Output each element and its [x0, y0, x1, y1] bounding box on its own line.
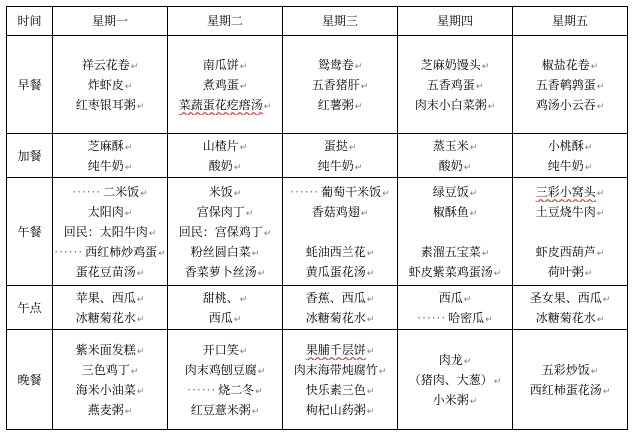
- menu-item-text: 烧二冬: [218, 382, 255, 397]
- paragraph-mark-icon: ↵: [257, 268, 266, 279]
- menu-item-text: 祥云花卷: [81, 57, 130, 72]
- menu-item-text: 宫保肉丁: [196, 204, 245, 219]
- paragraph-mark-icon: ↵: [475, 81, 484, 92]
- menu-item: [513, 262, 627, 282]
- paragraph-mark-icon: ↵: [360, 81, 369, 92]
- menu-item: [283, 182, 397, 202]
- paragraph-mark-icon: ↵: [596, 208, 605, 219]
- menu-item: [283, 340, 397, 360]
- menu-cell-dinner-monday: [53, 330, 168, 430]
- menu-item: [283, 288, 397, 308]
- meal-row-snack: [7, 134, 628, 178]
- menu-item: [283, 262, 397, 282]
- menu-item: [53, 95, 167, 115]
- menu-cell-dinner-friday: [513, 330, 628, 430]
- paragraph-mark-icon: ↵: [382, 188, 390, 199]
- paragraph-mark-icon: ↵: [148, 228, 157, 239]
- menu-item-text: 冰糖菊花水: [75, 310, 136, 325]
- menu-item-text: 枸杞山药粥: [305, 402, 366, 417]
- menu-cell-afternoon-snack-thursday: [398, 286, 513, 330]
- menu-item-text: 菜蔬蛋花疙瘩汤: [178, 97, 263, 112]
- meal-label-lunch: 午餐: [7, 178, 53, 286]
- menu-item-text: 三色鸡丁: [81, 362, 130, 377]
- paragraph-mark-icon: ↵: [596, 188, 605, 199]
- header-row: [7, 7, 628, 36]
- paragraph-mark-icon: ↵: [366, 294, 375, 305]
- paragraph-mark-icon: ↵: [124, 142, 133, 153]
- paragraph-mark-icon: ↵: [263, 101, 272, 112]
- blank-line: [398, 222, 512, 242]
- menu-item-text: 芝麻奶馒头: [420, 57, 481, 72]
- paragraph-mark-icon: ↵: [584, 142, 593, 153]
- menu-item: [513, 55, 627, 75]
- menu-item-text: 苹果、西瓜: [75, 290, 136, 305]
- menu-item-text: 肉末鸡刨豆腐: [184, 362, 257, 377]
- meal-row-dinner: [7, 330, 628, 430]
- menu-item-text: 红豆薏米粥: [190, 402, 251, 417]
- menu-item-text: 蛋挞: [323, 138, 348, 153]
- dotted-leader: ······: [187, 382, 217, 397]
- dotted-leader: ······: [417, 310, 447, 325]
- menu-item-text: 虾皮西葫芦: [535, 244, 596, 259]
- paragraph-mark-icon: ↵: [596, 81, 605, 92]
- menu-item-text: 黄瓜蛋花汤: [305, 264, 366, 279]
- menu-item-text: 五香鸡蛋: [426, 77, 475, 92]
- menu-item-text: 肉末小白菜粥: [414, 97, 487, 112]
- paragraph-mark-icon: ↵: [136, 346, 145, 357]
- paragraph-mark-icon: ↵: [136, 386, 145, 397]
- menu-item: [513, 202, 627, 222]
- menu-cell-breakfast-thursday: [398, 36, 513, 134]
- dotted-leader: ······: [72, 184, 102, 199]
- paragraph-mark-icon: ↵: [239, 346, 248, 357]
- menu-item: [168, 380, 282, 400]
- menu-cell-breakfast-tuesday: [168, 36, 283, 134]
- menu-item-text: 肉末海带炖腐竹: [293, 362, 378, 377]
- paragraph-mark-icon: ↵: [366, 406, 375, 417]
- menu-item-text: 纯牛奶: [317, 158, 354, 173]
- menu-item: [283, 202, 397, 222]
- paragraph-mark-icon: ↵: [124, 406, 133, 417]
- paragraph-mark-icon: ↵: [233, 314, 242, 325]
- paragraph-mark-icon: ↵: [493, 376, 502, 387]
- menu-item-text: 冰糖菊花水: [305, 310, 366, 325]
- paragraph-mark-icon: ↵: [596, 314, 605, 325]
- menu-item: [53, 262, 167, 282]
- menu-item: [168, 308, 282, 328]
- menu-item: [398, 308, 512, 328]
- paragraph-mark-icon: ↵: [263, 228, 272, 239]
- menu-item: [168, 55, 282, 75]
- menu-cell-dinner-tuesday: [168, 330, 283, 430]
- paragraph-mark-icon: ↵: [469, 208, 478, 219]
- menu-item: [398, 95, 512, 115]
- menu-item: [53, 242, 167, 262]
- menu-item: [168, 360, 282, 380]
- meal-label-afternoon-snack: 午点: [7, 286, 53, 330]
- menu-item: [398, 262, 512, 282]
- menu-item-text: 西红柿蛋花汤: [529, 382, 602, 397]
- menu-item-text: 酸奶: [438, 158, 463, 173]
- paragraph-mark-icon: ↵: [124, 81, 133, 92]
- paragraph-mark-icon: ↵: [584, 162, 593, 173]
- menu-item-text: 肉龙: [438, 352, 463, 367]
- menu-item-text: 红枣银耳粥: [75, 97, 136, 112]
- menu-item: [53, 400, 167, 420]
- menu-cell-breakfast-monday: [53, 36, 168, 134]
- menu-item: [53, 222, 167, 242]
- paragraph-mark-icon: ↵: [245, 208, 254, 219]
- paragraph-mark-icon: ↵: [239, 142, 248, 153]
- paragraph-mark-icon: ↵: [469, 142, 478, 153]
- menu-item-text: 小米粥: [432, 392, 469, 407]
- menu-cell-afternoon-snack-monday: [53, 286, 168, 330]
- menu-item: [283, 55, 397, 75]
- menu-item-text: 香菜萝卜丝汤: [184, 264, 257, 279]
- menu-cell-snack-thursday: [398, 134, 513, 178]
- menu-item-text: 五彩炒饭: [541, 362, 590, 377]
- menu-item: [513, 156, 627, 176]
- menu-item-text: 炸虾皮: [87, 77, 124, 92]
- paragraph-mark-icon: ↵: [584, 268, 593, 279]
- menu-cell-afternoon-snack-friday: [513, 286, 628, 330]
- menu-item: [513, 136, 627, 156]
- menu-item: [168, 75, 282, 95]
- menu-cell-snack-friday: [513, 134, 628, 178]
- paragraph-mark-icon: ↵: [255, 386, 263, 397]
- menu-item: [53, 136, 167, 156]
- menu-item: [283, 95, 397, 115]
- paragraph-mark-icon: ↵: [136, 314, 145, 325]
- paragraph-mark-icon: ↵: [463, 356, 472, 367]
- paragraph-mark-icon: ↵: [348, 142, 357, 153]
- menu-item: [53, 360, 167, 380]
- menu-item-text: 西红柿炒鸡蛋: [85, 244, 158, 259]
- paragraph-mark-icon: ↵: [602, 294, 611, 305]
- paragraph-mark-icon: ↵: [158, 248, 166, 259]
- menu-item-text: 小桃酥: [547, 138, 584, 153]
- menu-item-text: 西瓜: [208, 310, 233, 325]
- menu-item-text: 五香猪肝: [311, 77, 360, 92]
- menu-item: [283, 156, 397, 176]
- menu-item: [283, 308, 397, 328]
- paragraph-mark-icon: ↵: [124, 162, 133, 173]
- menu-item: [168, 156, 282, 176]
- paragraph-mark-icon: ↵: [257, 366, 266, 377]
- paragraph-mark-icon: ↵: [136, 101, 145, 112]
- menu-item-text: 南瓜饼: [202, 57, 239, 72]
- menu-item-text: 冰糖菊花水: [535, 310, 596, 325]
- meal-row-breakfast: [7, 36, 628, 134]
- menu-item-text: 海米小油菜: [75, 382, 136, 397]
- time-header: 时间: [7, 7, 53, 36]
- menu-cell-lunch-monday: [53, 178, 168, 286]
- menu-item-text: 纯牛奶: [87, 158, 124, 173]
- paragraph-mark-icon: ↵: [596, 101, 605, 112]
- menu-cell-snack-monday: [53, 134, 168, 178]
- menu-item-text: 素溜五宝菜: [420, 244, 481, 259]
- menu-item: [398, 242, 512, 262]
- paragraph-mark-icon: ↵: [130, 366, 139, 377]
- menu-item: [398, 156, 512, 176]
- menu-item: [53, 156, 167, 176]
- paragraph-mark-icon: ↵: [481, 61, 490, 72]
- menu-item-text: 甜桃、: [202, 290, 239, 305]
- menu-item-text: 紫米面发糕: [75, 342, 136, 357]
- menu-item: [53, 202, 167, 222]
- menu-item-text: 快乐素三色: [305, 382, 366, 397]
- day-header-wednesday: 星期三: [283, 7, 398, 36]
- menu-item-text: 粉丝圆白菜: [190, 244, 251, 259]
- menu-item: [513, 288, 627, 308]
- menu-item: [53, 182, 167, 202]
- paragraph-mark-icon: ↵: [366, 386, 375, 397]
- menu-cell-afternoon-snack-wednesday: [283, 286, 398, 330]
- menu-item-text: 燕麦粥: [87, 402, 124, 417]
- menu-cell-breakfast-wednesday: [283, 36, 398, 134]
- menu-item-text: 三彩小窝头: [535, 184, 596, 199]
- menu-item-text: 太阳肉: [87, 204, 124, 219]
- menu-item-text: 回民：宫保鸡丁: [178, 224, 263, 239]
- paragraph-mark-icon: ↵: [463, 162, 472, 173]
- meal-row-afternoon-snack: [7, 286, 628, 330]
- day-header-friday: 星期五: [513, 7, 628, 36]
- menu-item-text: 纯牛奶: [547, 158, 584, 173]
- menu-item: [168, 182, 282, 202]
- menu-item-text: 椒酥鱼: [432, 204, 469, 219]
- day-header-monday: 星期一: [53, 7, 168, 36]
- menu-cell-afternoon-snack-tuesday: [168, 286, 283, 330]
- menu-item: [53, 380, 167, 400]
- menu-item: [513, 242, 627, 262]
- paragraph-mark-icon: ↵: [366, 314, 375, 325]
- menu-item-text: （猪肉、大葱）: [408, 372, 493, 387]
- menu-item: [398, 136, 512, 156]
- menu-item: [168, 340, 282, 360]
- menu-item-text: 芝麻酥: [87, 138, 124, 153]
- menu-item: [398, 370, 512, 390]
- meal-label-dinner: 晚餐: [7, 330, 53, 430]
- menu-item: [283, 360, 397, 380]
- paragraph-mark-icon: ↵: [366, 248, 375, 259]
- paragraph-mark-icon: ↵: [469, 396, 478, 407]
- paragraph-mark-icon: ↵: [590, 61, 599, 72]
- meal-row-lunch: [7, 178, 628, 286]
- menu-item: [398, 182, 512, 202]
- menu-item: [168, 400, 282, 420]
- paragraph-mark-icon: ↵: [354, 61, 363, 72]
- paragraph-mark-icon: ↵: [233, 162, 242, 173]
- menu-item: [513, 182, 627, 202]
- blank-line: [513, 222, 627, 242]
- dotted-leader: ······: [290, 184, 320, 199]
- paragraph-mark-icon: ↵: [251, 406, 260, 417]
- day-header-thursday: 星期四: [398, 7, 513, 36]
- menu-item: [53, 55, 167, 75]
- menu-item-text: 回民：太阳牛肉: [63, 224, 148, 239]
- menu-item-text: 圣女果、西瓜: [529, 290, 602, 305]
- menu-item: [398, 390, 512, 410]
- menu-item-text: 荷叶粥: [547, 264, 584, 279]
- menu-item-text: 鸡汤小云吞: [535, 97, 596, 112]
- menu-item: [398, 350, 512, 370]
- menu-item: [53, 340, 167, 360]
- menu-item: [53, 308, 167, 328]
- paragraph-mark-icon: ↵: [469, 188, 478, 199]
- menu-item: [283, 400, 397, 420]
- menu-item: [513, 75, 627, 95]
- paragraph-mark-icon: ↵: [136, 268, 145, 279]
- paragraph-mark-icon: ↵: [493, 268, 502, 279]
- paragraph-mark-icon: ↵: [239, 294, 248, 305]
- menu-item: [513, 380, 627, 400]
- menu-cell-lunch-friday: [513, 178, 628, 286]
- menu-item: [398, 55, 512, 75]
- menu-item: [513, 95, 627, 115]
- paragraph-mark-icon: ↵: [602, 386, 611, 397]
- menu-item: [513, 360, 627, 380]
- menu-item: [283, 380, 397, 400]
- menu-item: [398, 75, 512, 95]
- menu-item-text: 蚝油西兰花: [305, 244, 366, 259]
- menu-item-text: 酸奶: [208, 158, 233, 173]
- menu-item-text: 蒸玉米: [432, 138, 469, 153]
- paragraph-mark-icon: ↵: [136, 294, 145, 305]
- menu-item: [168, 222, 282, 242]
- menu-item-text: 米饭: [208, 184, 233, 199]
- menu-item-text: 山楂片: [202, 138, 239, 153]
- menu-item-text: 绿豆饭: [432, 184, 469, 199]
- menu-item: [283, 136, 397, 156]
- day-header-tuesday: 星期二: [168, 7, 283, 36]
- menu-item-text: 虾皮紫菜鸡蛋汤: [408, 264, 493, 279]
- menu-cell-lunch-wednesday: [283, 178, 398, 286]
- paragraph-mark-icon: ↵: [354, 162, 363, 173]
- paragraph-mark-icon: ↵: [596, 248, 605, 259]
- menu-cell-snack-wednesday: [283, 134, 398, 178]
- paragraph-mark-icon: ↵: [360, 208, 369, 219]
- blank-line: [283, 222, 397, 242]
- paragraph-mark-icon: ↵: [251, 248, 260, 259]
- menu-item: [53, 75, 167, 95]
- paragraph-mark-icon: ↵: [481, 248, 490, 259]
- menu-item: [398, 288, 512, 308]
- menu-item: [168, 95, 282, 115]
- menu-item-text: 蛋花豆苗汤: [75, 264, 136, 279]
- menu-item: [513, 308, 627, 328]
- menu-item: [168, 288, 282, 308]
- menu-item: [53, 288, 167, 308]
- menu-item: [168, 262, 282, 282]
- menu-item: [168, 202, 282, 222]
- menu-cell-dinner-thursday: [398, 330, 513, 430]
- paragraph-mark-icon: ↵: [590, 366, 599, 377]
- menu-item-text: 煮鸡蛋: [202, 77, 239, 92]
- menu-item-text: 土豆烧牛肉: [535, 204, 596, 219]
- paragraph-mark-icon: ↵: [487, 101, 496, 112]
- menu-item-text: 开口笑: [202, 342, 239, 357]
- menu-cell-snack-tuesday: [168, 134, 283, 178]
- menu-item-text: 椒盐花卷: [541, 57, 590, 72]
- meal-label-snack: 加餐: [7, 134, 53, 178]
- menu-item-text: 葡萄干米饭: [321, 184, 382, 199]
- menu-cell-lunch-tuesday: [168, 178, 283, 286]
- paragraph-mark-icon: ↵: [366, 268, 375, 279]
- paragraph-mark-icon: ↵: [140, 188, 148, 199]
- menu-item: [283, 242, 397, 262]
- menu-cell-lunch-thursday: [398, 178, 513, 286]
- paragraph-mark-icon: ↵: [124, 208, 133, 219]
- menu-item: [168, 136, 282, 156]
- menu-item-text: 五香鹌鹑蛋: [535, 77, 596, 92]
- paragraph-mark-icon: ↵: [130, 61, 139, 72]
- paragraph-mark-icon: ↵: [366, 346, 375, 357]
- paragraph-mark-icon: ↵: [233, 188, 242, 199]
- weekly-menu-table: [6, 6, 628, 430]
- menu-cell-breakfast-friday: [513, 36, 628, 134]
- dotted-leader: ······: [54, 244, 84, 259]
- menu-item-text: 哈密瓜: [448, 310, 485, 325]
- paragraph-mark-icon: ↵: [485, 314, 493, 325]
- menu-item-text: 香蕉、西瓜: [305, 290, 366, 305]
- menu-item-text: 香菇鸡翅: [311, 204, 360, 219]
- paragraph-mark-icon: ↵: [239, 81, 248, 92]
- menu-item: [168, 242, 282, 262]
- paragraph-mark-icon: ↵: [463, 294, 472, 305]
- menu-item-text: 二米饭: [103, 184, 140, 199]
- paragraph-mark-icon: ↵: [354, 101, 363, 112]
- menu-item-text: 鸳鸯卷: [317, 57, 354, 72]
- menu-item: [398, 202, 512, 222]
- menu-item-text: 西瓜: [438, 290, 463, 305]
- paragraph-mark-icon: ↵: [378, 366, 387, 377]
- menu-item: [283, 75, 397, 95]
- menu-cell-dinner-wednesday: [283, 330, 398, 430]
- paragraph-mark-icon: ↵: [239, 61, 248, 72]
- menu-item-text: 果脯千层饼: [305, 342, 366, 357]
- meal-label-breakfast: 早餐: [7, 36, 53, 134]
- menu-item-text: 红薯粥: [317, 97, 354, 112]
